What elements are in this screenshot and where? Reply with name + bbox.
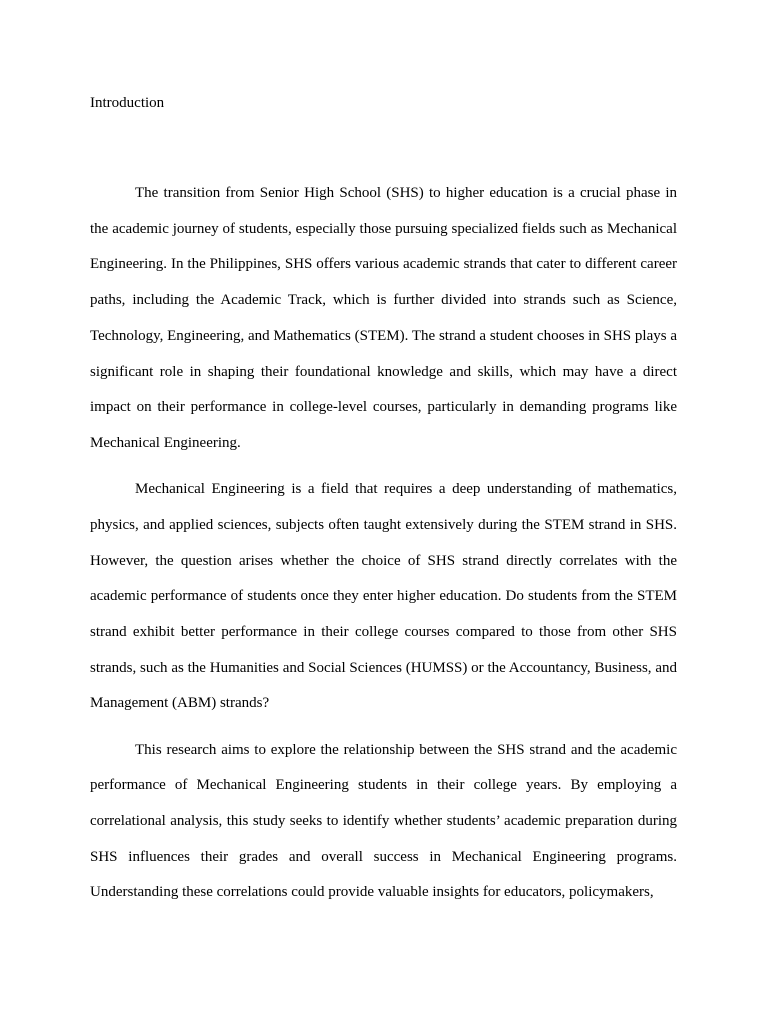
paragraph: Mechanical Engineering is a field that requires a deep understanding of mathematics, physics, and applied sciences, subjects often taught extensively during the STEM strand in SHS. However, the question arises whether the choice of SHS strand directly correlates with the academic performance of students once they enter higher education. Do students from the STEM strand exhibit better performance in their college courses compared to those from other SHS strands, such as the Humanities and Social Sciences (HUMSS) or the Accountancy, Business, and Management (ABM) strands? [90, 481, 677, 712]
paragraph: This research aims to explore the relationship between the SHS strand and the academic performance of Mechanical Engineering students in their college years. By employing a correlational analysis, this study seeks to identify whether students’ academic preparation during SHS influences their grades and overall success in Mechanical Engineering programs. Understanding these correlations could provide valuable insights for educators, policymakers, [90, 741, 677, 901]
body-text [90, 176, 677, 922]
paragraph: The transition from Senior High School (SHS) to higher education is a crucial phase in the academic journey of students, especially those pursuing specialized fields such as Mechanical Engineering. In the Philippines, SHS offers various academic strands that cater to different career paths, including the Academic Track, which is further divided into strands such as Science, Technology, Engineering, and Mathematics (STEM). The strand a student chooses in SHS plays a significant role in shaping their foundational knowledge and skills, which may have a direct impact on their performance in college-level courses, particularly in demanding programs like Mechanical Engineering. [90, 185, 677, 451]
section-heading: Introduction [90, 95, 165, 111]
